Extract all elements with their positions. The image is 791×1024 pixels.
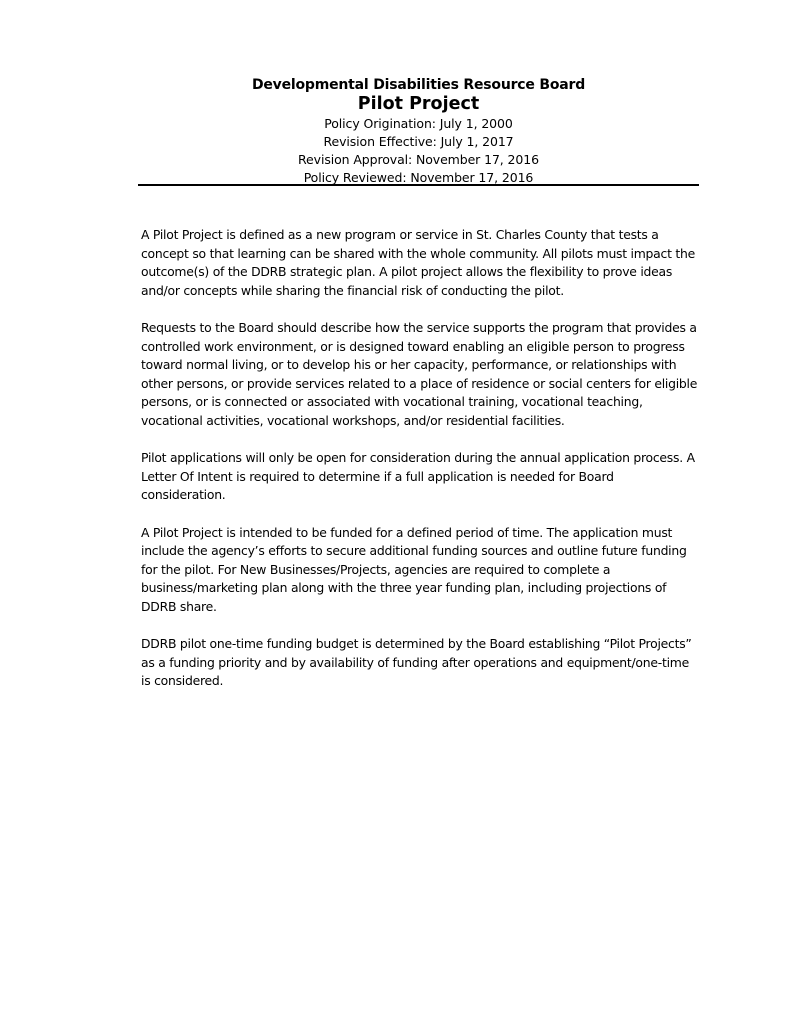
paragraph-requests: Requests to the Board should describe how the service supports the program that provides a controlled work environment, or is designed toward enabling an eligible person to progress toward normal living, or to develop his or her capacity, performance, or relationships with other persons, or provide services related to a place of residence or social centers for eligible persons, or is connected or associated with vocational training, vocational teaching, vocational activities, vocational workshops, and/or residential facilities. xyxy=(141,319,698,428)
document-body xyxy=(141,226,701,709)
paragraph-definition: A Pilot Project is defined as a new program or service in St. Charles County that tests a concept so that learning can be shared with the whole community. All pilots must impact the outcome(s) of the DDRB strategic plan. A pilot project allows the flexibility to prove ideas and/or concepts while sharing the financial risk of conducting the pilot. xyxy=(141,227,695,298)
document-header xyxy=(138,76,699,187)
revision-effective: Revision Effective: July 1, 2017 xyxy=(323,134,514,149)
document-title: Pilot Project xyxy=(357,94,480,114)
paragraph-budget: DDRB pilot one-time funding budget is determined by the Board establishing “Pilot Projects” as a funding priority and by availability of funding after operations and equipment/one-time is considered. xyxy=(141,636,692,689)
policy-origination: Policy Origination: July 1, 2000 xyxy=(324,116,513,131)
paragraph-funding-period: A Pilot Project is intended to be funded for a defined period of time. The application must include the agency’s efforts to secure additional funding sources and outline future funding for the pilot. For New Businesses/Projects, agencies are required to complete a business/marketing plan along with the three year funding plan, including projections of DDRB share. xyxy=(141,524,687,614)
revision-approval: Revision Approval: November 17, 2016 xyxy=(298,152,539,167)
policy-reviewed: Policy Reviewed: November 17, 2016 xyxy=(303,170,534,185)
paragraph-applications: Pilot applications will only be open for consideration during the annual application process. A Letter Of Intent is required to determine if a full application is needed for Board consideration. xyxy=(141,450,695,503)
header-divider xyxy=(138,184,699,186)
organization-title: Developmental Disabilities Resource Board xyxy=(251,77,586,93)
